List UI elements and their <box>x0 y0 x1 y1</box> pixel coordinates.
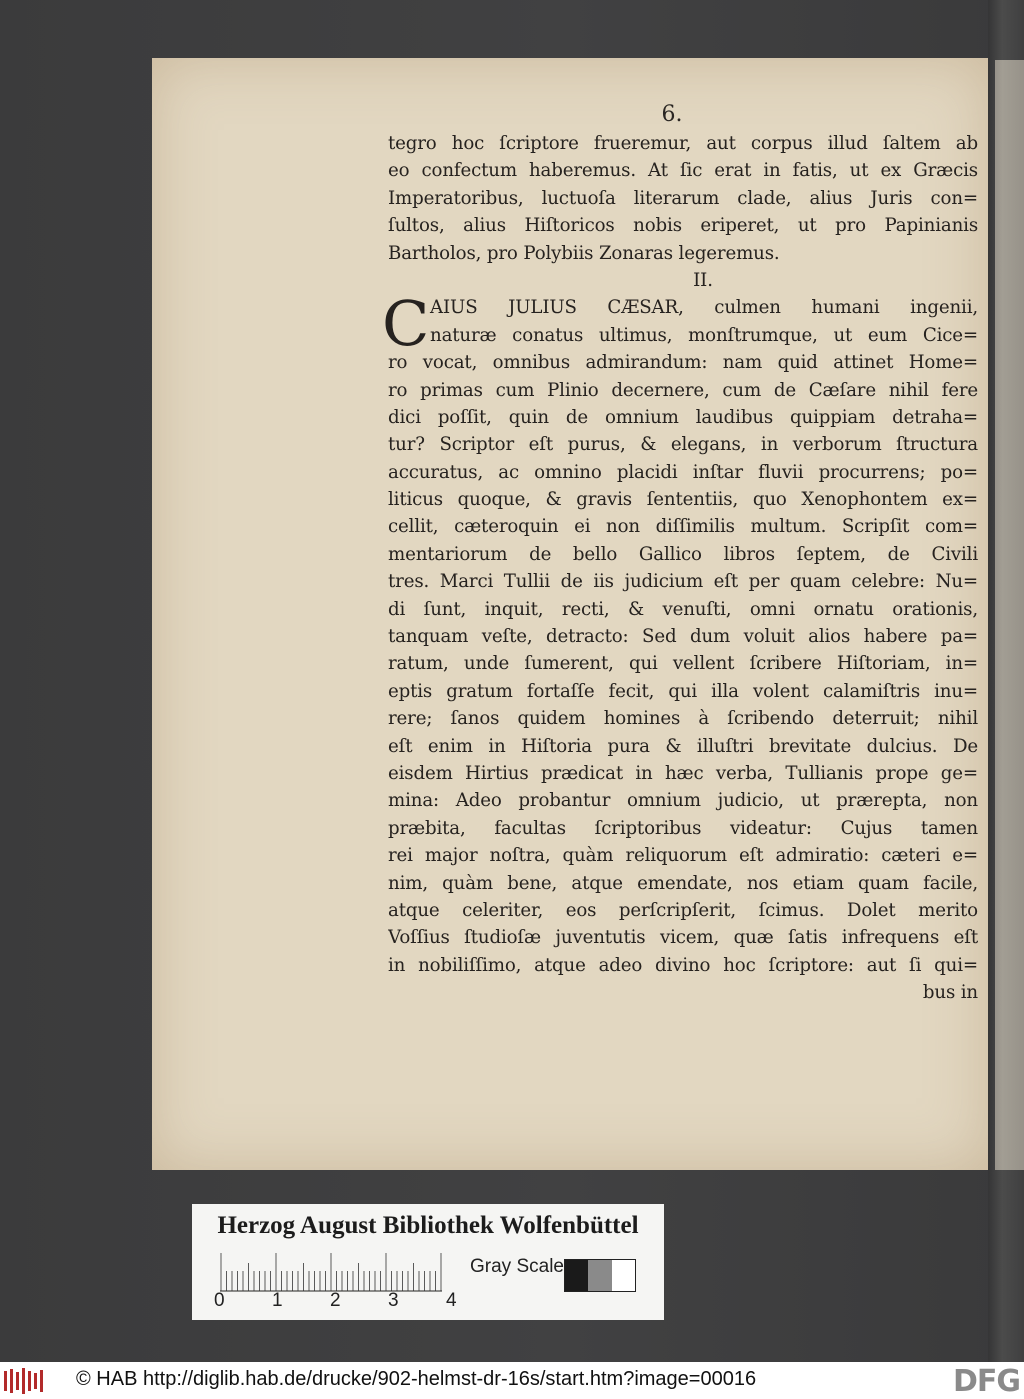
text-line: tanquam veſte, detracto: Sed dum voluit alios habere pa= <box>388 626 978 648</box>
gray-swatch <box>565 1260 588 1291</box>
text-line: tres. Marci Tullii de iis judicium eſt per quam celebre: Nu= <box>388 571 978 593</box>
text-line: di ſunt, inquit, recti, & venuſti, omni ornatu orationis, <box>388 598 978 620</box>
library-name: Herzog August Bibliothek Wolfenbüttel <box>217 1212 639 1239</box>
page-text <box>382 130 978 1007</box>
text-line: præbita, facultas ſcriptoribus videatur: Cujus tamen <box>388 817 978 839</box>
text-line: in nobiliſſimo, atque adeo divino hoc ſcriptore: aut ſi qui= <box>388 954 978 976</box>
ruler-number: 1 <box>272 1290 283 1311</box>
text-line: Bartholos, pro Polybiis Zonaras legeremus. <box>388 242 780 264</box>
text-line: eo confectum haberemus. At ſic erat in fatis, ut ex Græcis <box>388 160 978 182</box>
gray-scale-swatches <box>564 1259 636 1292</box>
text-line: ro primas cum Plinio decernere, cum de Cæſare nihil fere <box>388 379 978 401</box>
text-line: ſultos, alius Hiſtoricos nobis eriperet, ut pro Papinianis <box>388 215 978 237</box>
text-line: Voſſius ſtudioſæ juventutis vicem, quæ ſatis infrequens eſt <box>388 927 978 949</box>
drop-cap: C <box>382 287 430 361</box>
ruler-number: 4 <box>446 1290 457 1311</box>
gray-swatch <box>588 1260 611 1291</box>
ruler-numbers <box>214 1290 474 1314</box>
text-line: rei major noſtra, quàm reliquorum eſt admiratio: cæteri e= <box>388 845 978 867</box>
gray-swatch <box>612 1260 635 1291</box>
ruler-number: 3 <box>388 1290 399 1311</box>
copyright-link[interactable]: © HAB http://diglib.hab.de/drucke/902-helmst-dr-16s/start.htm?image=00016 <box>76 1368 757 1390</box>
text-line: cellit, cæteroquin ei non diſſimilis multum. Scripſit com= <box>388 516 978 538</box>
text-line: ro vocat, omnibus admirandum: nam quid attinet Home= <box>388 352 978 374</box>
text-line: AIUS JULIUS CÆSAR, culmen humani ingenii, <box>430 297 978 319</box>
text-line: eisdem Hirtius prædicat in hæc verba, Tullianis prope ge= <box>388 762 978 784</box>
text-line: tur? Scriptor eſt purus, & elegans, in verborum ſtructura <box>388 434 978 456</box>
text-line: bus in <box>922 982 978 1004</box>
gray-scale-label: Gray Scale <box>470 1256 564 1277</box>
text-line: eptis gratum fortaſſe fecit, qui illa volent calamiſtris inu= <box>388 680 978 702</box>
text-line: naturæ conatus ultimus, monſtrumque, ut eum Cice= <box>430 324 978 346</box>
book-page <box>152 58 988 1170</box>
page-number: 6. <box>661 102 683 127</box>
text-line: rere; ſanos quidem homines à ſcribendo deterruit; nihil <box>388 708 978 730</box>
text-line: eſt enim in Hiſtoria pura & illuſtri brevitate dulcius. De <box>388 735 978 757</box>
library-color-card <box>192 1204 664 1320</box>
text-line: tegro hoc ſcriptore frueremur, aut corpus illud ſaltem ab <box>388 133 978 154</box>
dfg-logo: DFG <box>952 1364 1020 1399</box>
scanner-edge <box>988 0 1024 1362</box>
ruler-scale <box>220 1252 442 1292</box>
text-line: accuratus, ac omnino placidi inſtar fluvii procurrens; po= <box>388 461 978 483</box>
text-line: mina: Adeo probantur omnium judicio, ut prærepta, non <box>388 790 978 812</box>
ruler-number: 0 <box>214 1290 225 1311</box>
text-line: Imperatoribus, luctuoſa literarum clade, alius Juris con= <box>388 187 978 209</box>
text-line: II. <box>693 269 713 291</box>
hab-logo-icon <box>4 1368 44 1394</box>
ruler-number: 2 <box>330 1290 341 1311</box>
text-line: atque celeriter, eos perſcripſerit, ſcimus. Dolet merito <box>388 899 978 921</box>
text-line: mentariorum de bello Gallico libros ſeptem, de Civili <box>388 543 978 565</box>
viewer-footer <box>0 1362 1024 1399</box>
text-line: liticus quoque, & gravis ſententiis, quo Xenophontem ex= <box>388 489 978 511</box>
text-line: nim, quàm bene, atque emendate, nos etiam quam facile, <box>388 872 978 894</box>
text-line: dici poſſit, quin de omnium laudibus quippiam detraha= <box>388 406 978 428</box>
text-line: ratum, unde ſumerent, qui vellent ſcribere Hiſtoriam, in= <box>388 653 978 675</box>
